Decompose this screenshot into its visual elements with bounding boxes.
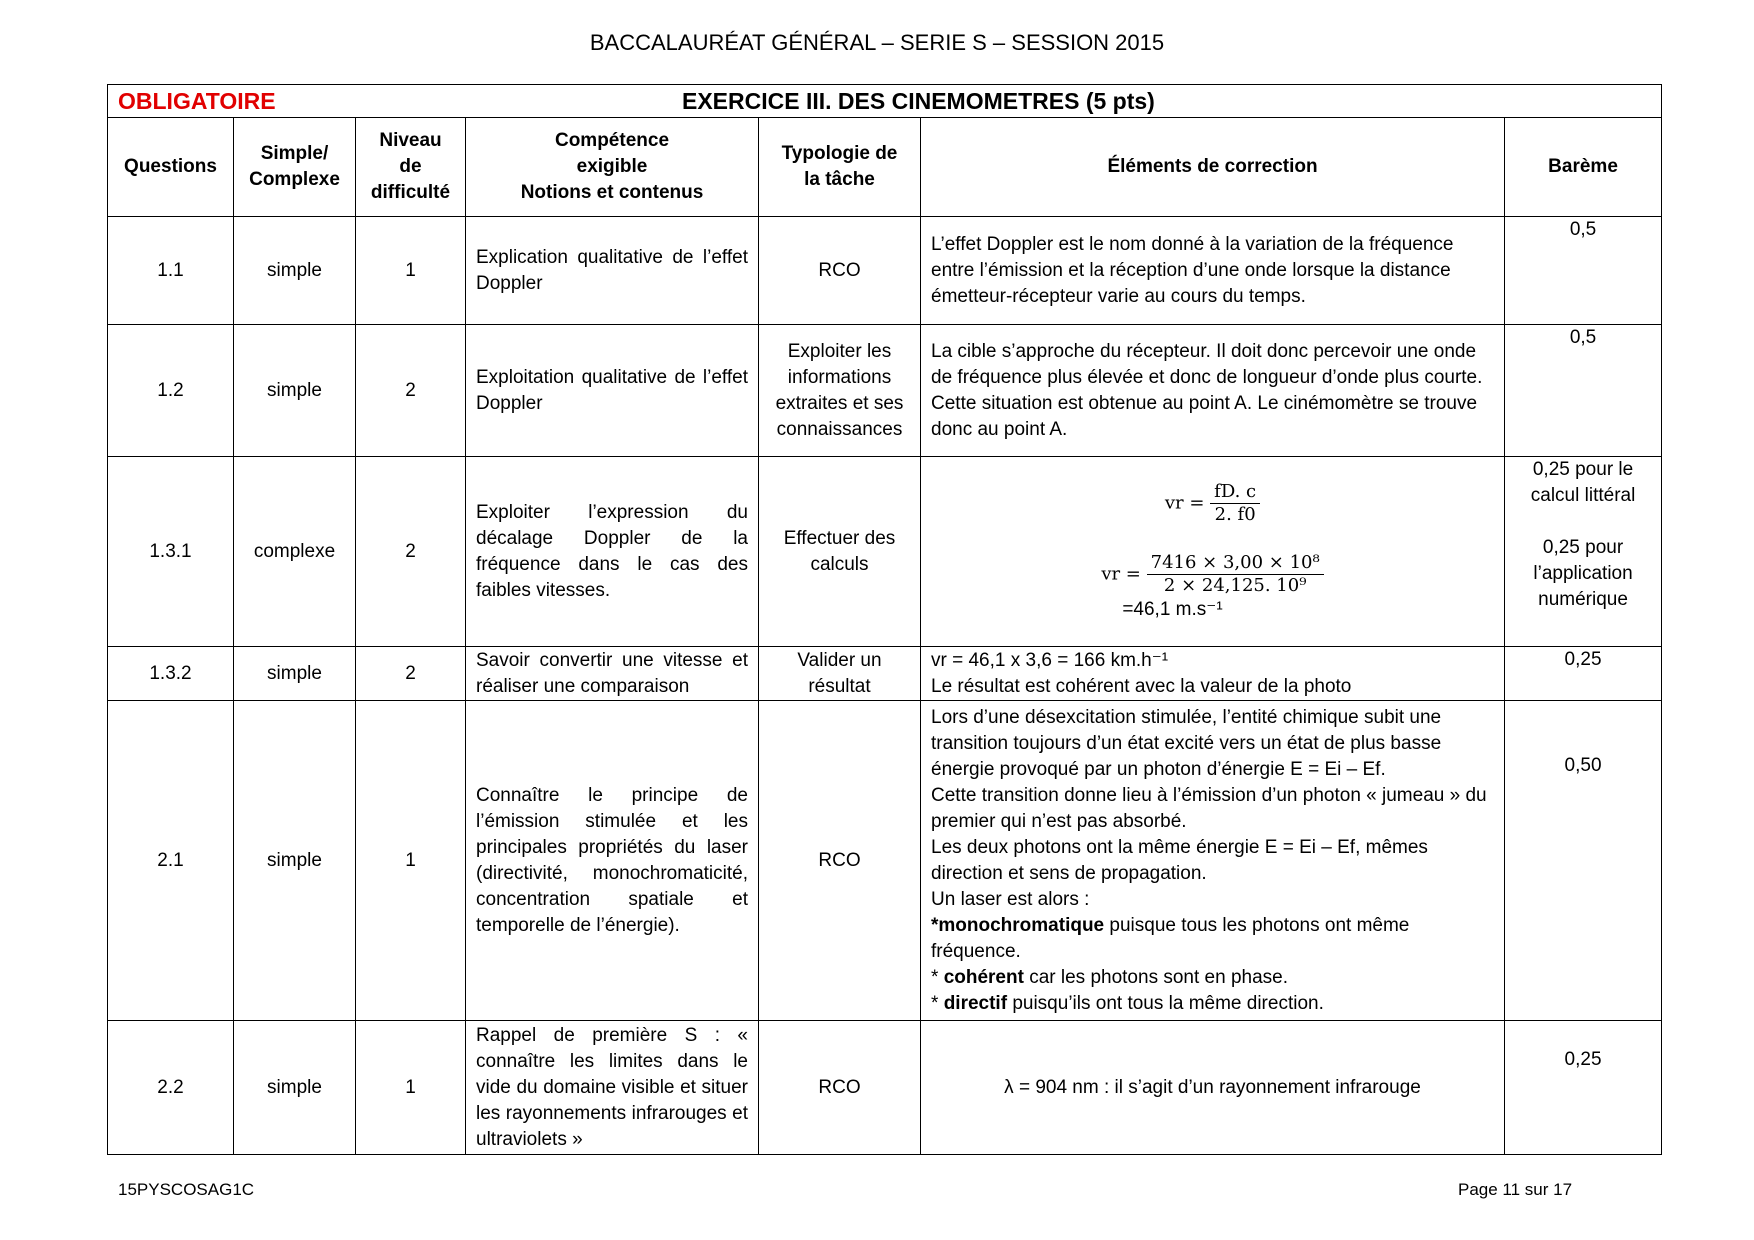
- competence-cell: Explication qualitative de l’effet Doppler: [466, 217, 759, 325]
- col-questions: Questions: [108, 118, 234, 217]
- level-cell: 1: [356, 701, 466, 1021]
- table-row: [108, 217, 1662, 325]
- question-cell: 2.1: [108, 701, 234, 1021]
- type-cell: simple: [234, 647, 356, 701]
- question-cell: 1.1: [108, 217, 234, 325]
- formula-literal: vr = $\frac{fD. c}{2. f0}$: [931, 481, 1494, 526]
- level-cell: 2: [356, 647, 466, 701]
- formula-numeric: vr = $\frac{\text{7416 × 3,00 × 10⁸}}{\text{2 × 24,125. 10⁹}}$: [931, 552, 1494, 597]
- type-cell: simple: [234, 1021, 356, 1155]
- competence-cell: Exploitation qualitative de l’effet Doppler: [466, 325, 759, 457]
- competence-cell: Rappel de première S : « connaître les limites dans le vide du domaine visible et situer les rayonnements infrarouges et ultraviolets »: [466, 1021, 759, 1155]
- question-cell: 1.3.1: [108, 457, 234, 647]
- formula-result: =46,1 m.s⁻¹: [1122, 598, 1223, 620]
- question-cell: 1.3.2: [108, 647, 234, 701]
- document-code: 15PYSCOSAG1C: [118, 1180, 255, 1199]
- type-cell: simple: [234, 217, 356, 325]
- typology-cell: Exploiter les informations extraites et ses connaissances: [759, 325, 921, 457]
- bareme-cell: 0,5: [1505, 325, 1662, 457]
- typology-cell: Effectuer des calculs: [759, 457, 921, 647]
- correction-cell: L’effet Doppler est le nom donné à la variation de la fréquence entre l’émission et la réception d’une onde lorsque la distance émetteur-récepteur varie au cours du temps.: [921, 217, 1505, 325]
- competence-cell: Exploiter l’expression du décalage Doppler de la fréquence dans le cas des faibles vitesses.: [466, 457, 759, 647]
- type-cell: complexe: [234, 457, 356, 647]
- col-typologie: Typologie de la tâche: [759, 118, 921, 217]
- level-cell: 1: [356, 217, 466, 325]
- question-cell: 1.2: [108, 325, 234, 457]
- typology-cell: Valider un résultat: [759, 647, 921, 701]
- col-bareme: Barème: [1505, 118, 1662, 217]
- correction-table: [107, 84, 1662, 1155]
- bareme-cell: 0,25: [1505, 1021, 1662, 1155]
- col-elements: Éléments de correction: [921, 118, 1505, 217]
- table-row: [108, 457, 1662, 647]
- table-row: [108, 1021, 1662, 1155]
- page-number: Page 11 sur 17: [1458, 1180, 1573, 1199]
- table-row: [108, 325, 1662, 457]
- col-competence: Compétence exigible Notions et contenus: [466, 118, 759, 217]
- title-row: [108, 85, 1662, 118]
- obligatoire-tag: OBLIGATOIRE: [118, 88, 276, 114]
- page-title: BACCALAURÉAT GÉNÉRAL – SERIE S – SESSION 2015: [589, 30, 1165, 55]
- typology-cell: RCO: [759, 701, 921, 1021]
- question-cell: 2.2: [108, 1021, 234, 1155]
- bareme-cell: 0,25: [1505, 647, 1662, 701]
- header-row: [108, 118, 1662, 217]
- level-cell: 2: [356, 457, 466, 647]
- correction-cell: λ = 904 nm : il s’agit d’un rayonnement infrarouge: [921, 1021, 1505, 1155]
- bareme-cell: 0,25 pour le calcul littéral 0,25 pour l’application numérique: [1505, 457, 1662, 647]
- table-row: [108, 647, 1662, 701]
- typology-cell: RCO: [759, 217, 921, 325]
- table-row: [108, 701, 1662, 1021]
- type-cell: simple: [234, 701, 356, 1021]
- level-cell: 2: [356, 325, 466, 457]
- correction-cell: vr = 46,1 x 3,6 = 166 km.h⁻¹ Le résultat est cohérent avec la valeur de la photo: [921, 647, 1505, 701]
- correction-cell: Lors d’une désexcitation stimulée, l’entité chimique subit une transition toujours d’un état excité vers un état de plus basse énergie provoqué par un photon d’énergie E = Ei – Ef. Cette transition donne lieu à l’émission d’un photon « jumeau » du premier qui n’est pas absorbé. Les deux photons ont la même énergie E = Ei – Ef, mêmes direction et sens de propagation. Un laser est alors : *monochromatique puisque tous les photons ont même fréquence. * cohérent car les photons sont en phase. * directif puisqu’ils ont tous la même direction.: [921, 701, 1505, 1021]
- formula-cell: [921, 457, 1505, 647]
- bareme-cell: 0,5: [1505, 217, 1662, 325]
- type-cell: simple: [234, 325, 356, 457]
- typology-cell: RCO: [759, 1021, 921, 1155]
- competence-cell: Connaître le principe de l’émission stimulée et les principales propriétés du laser (directivité, monochromaticité, concentration spatiale et temporelle de l’énergie).: [466, 701, 759, 1021]
- level-cell: 1: [356, 1021, 466, 1155]
- bareme-cell: 0,50: [1505, 701, 1662, 1021]
- col-niveau: Niveau de difficulté: [356, 118, 466, 217]
- col-simple-complexe: Simple/ Complexe: [234, 118, 356, 217]
- exercise-title: EXERCICE III. DES CINEMOMETRES (5 pts): [682, 88, 1155, 114]
- competence-cell: Savoir convertir une vitesse et réaliser une comparaison: [466, 647, 759, 701]
- correction-cell: La cible s’approche du récepteur. Il doit donc percevoir une onde de fréquence plus élevée et donc de longueur d’onde plus courte. Cette situation est obtenue au point A. Le cinémomètre se trouve donc au point A.: [921, 325, 1505, 457]
